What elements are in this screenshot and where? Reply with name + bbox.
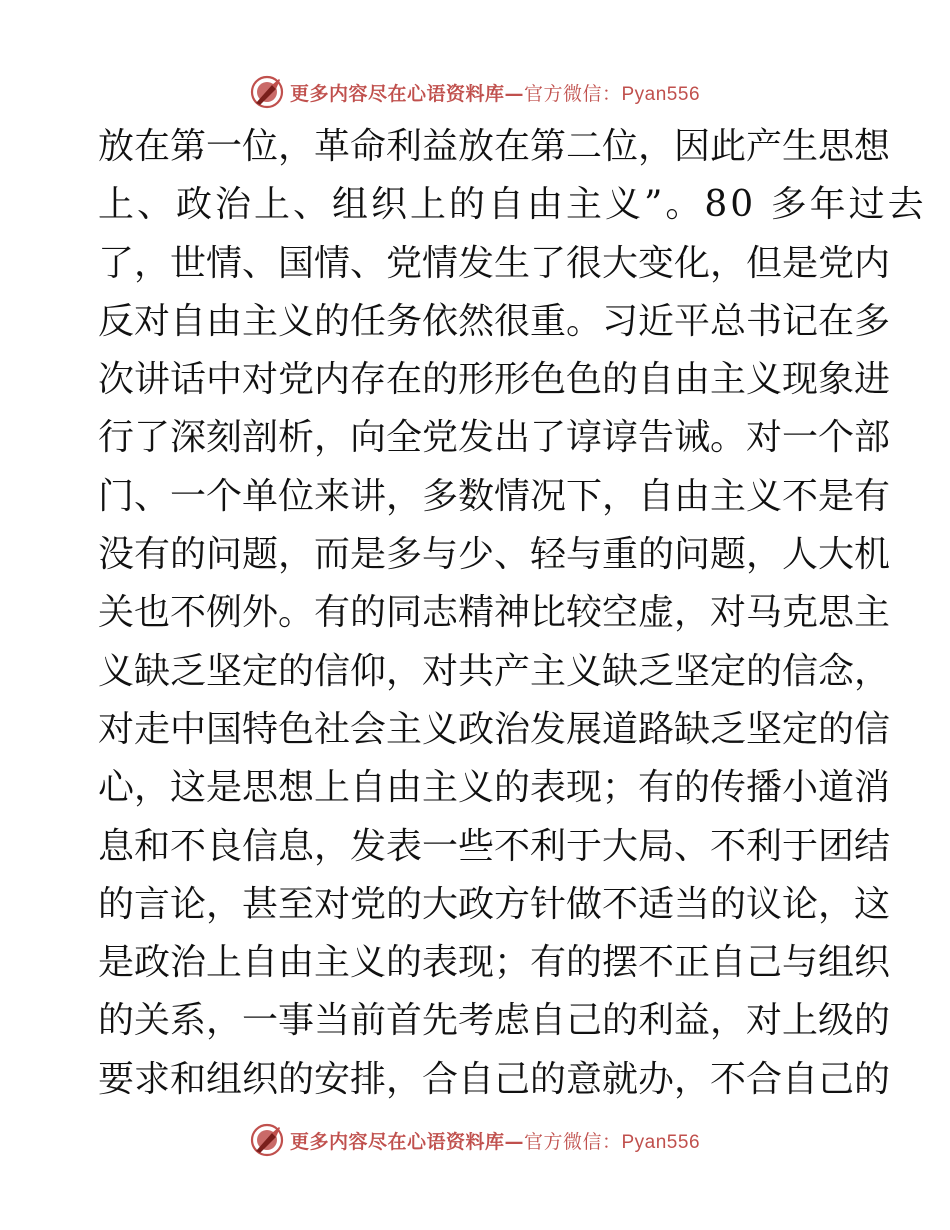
promo-label: 更多内容尽在心语资料库 (289, 82, 505, 105)
body-line: 是政治上自由主义的表现；有的摆不正自己与组织 (98, 942, 891, 984)
quill-pen-logo-icon (250, 75, 284, 109)
promo-text (290, 79, 700, 106)
body-line: 的关系，一事当前首先考虑自己的利益，对上级的 (98, 1000, 891, 1042)
body-line: 放在第一位，革命利益放在第二位，因此产生思想 (98, 126, 891, 167)
wechat-id: Pyan556 (621, 1131, 701, 1153)
footer-banner (0, 1120, 950, 1160)
promo-label: 更多内容尽在心语资料库 (289, 1130, 505, 1153)
body-line: 息和不良信息，发表一些不利于大局、不利于团结 (98, 825, 891, 867)
body-line: 对走中国特色社会主义政治发展道路缺乏坚定的信 (98, 708, 891, 750)
wechat-label: 官方微信： (523, 82, 622, 105)
promo-separator: — (504, 82, 524, 105)
body-line: 的言论，甚至对党的大政方针做不适当的议论，这 (98, 883, 891, 925)
body-line: 行了深刻剖析，向全党发出了谆谆告诫。对一个部 (98, 417, 891, 459)
body-line: 反对自由主义的任务依然很重。习近平总书记在多 (98, 300, 891, 342)
body-line: 了，世情、国情、党情发生了很大变化，但是党内 (98, 242, 891, 284)
quill-pen-logo-icon (250, 1123, 284, 1157)
header-banner (0, 72, 950, 112)
wechat-label: 官方微信： (523, 1130, 622, 1153)
document-body (98, 118, 927, 1109)
promo-text (290, 1127, 700, 1154)
body-line: 关也不例外。有的同志精神比较空虚，对马克思主 (98, 592, 891, 634)
body-line: 心，这是思想上自由主义的表现；有的传播小道消 (98, 767, 891, 809)
body-line: 要求和组织的安排，合自己的意就办，不合自己的 (98, 1058, 891, 1100)
body-line: 门、一个单位来讲，多数情况下，自由主义不是有 (98, 475, 891, 517)
body-line: 没有的问题，而是多与少、轻与重的问题，人大机 (98, 534, 891, 576)
body-line: 义缺乏坚定的信仰，对共产主义缺乏坚定的信念， (98, 650, 891, 692)
promo-separator: — (504, 1130, 524, 1153)
body-line: 次讲话中对党内存在的形形色色的自由主义现象进 (98, 359, 891, 401)
body-line: 上、政治上、组织上的自由主义”。80 多年过去 (98, 184, 927, 226)
wechat-id: Pyan556 (621, 83, 701, 105)
